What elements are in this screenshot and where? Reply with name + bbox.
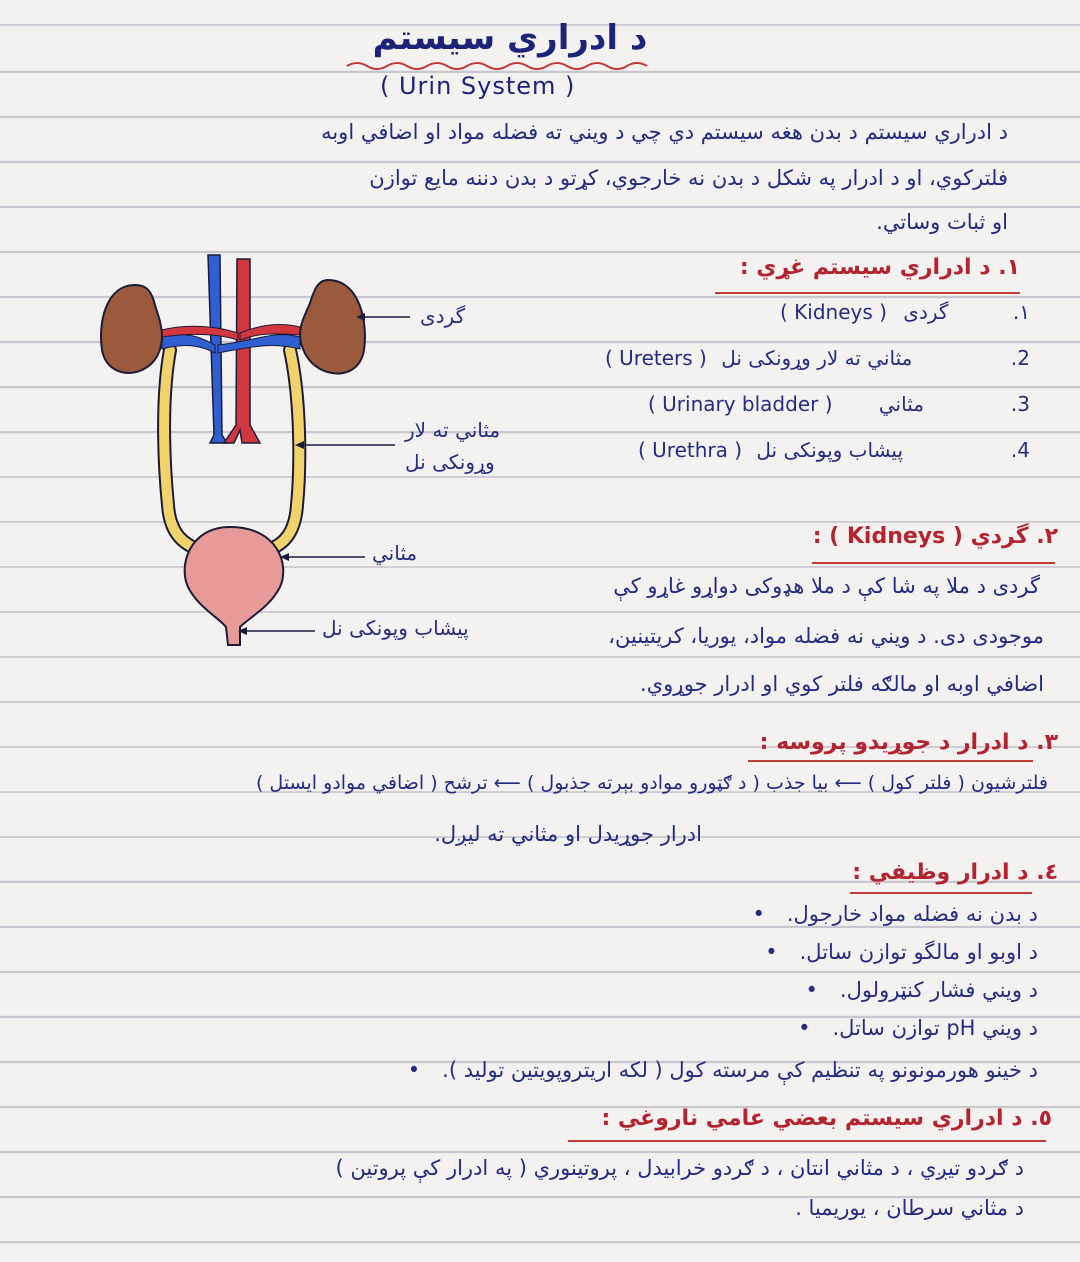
title-underline xyxy=(345,60,660,72)
section3-line-2: ادرار جوړيدل او مثاني ته ليږل. xyxy=(434,822,702,846)
section3-heading: ٣. د ادرار د جوړيدو پروسه : xyxy=(759,730,1058,755)
bullet-text: د اوبو او مالگو توازن ساتل. xyxy=(799,940,1038,964)
intro-line-3: او ثبات وساتي. xyxy=(876,210,1008,234)
diagram-label-ureter: مثاني ته لار xyxy=(405,418,501,442)
function-bullet: د بدن نه فضله مواد خارجول.• xyxy=(752,902,1038,926)
page-subtitle: ( Urin System ) xyxy=(380,72,576,100)
organ-list-item xyxy=(605,346,1030,370)
section5-heading: ٥. د ادراري سيستم بعضي عامي ناروغي : xyxy=(601,1106,1052,1131)
organ-list-item xyxy=(780,300,1030,324)
section2-underline xyxy=(812,562,1055,564)
section2-line-3: اضافي اوبه او مالګه فلتر کوي او ادرار جوړوي. xyxy=(640,672,1044,696)
organ-en: ( Urinary bladder ) xyxy=(648,392,833,416)
section5-line-1: د ګردو تيږي ، د مثاني انتان ، د ګردو خرابيدل ، پروتينوري ( په ادرار کې پروتين ) xyxy=(335,1156,1024,1180)
right-kidney-icon xyxy=(300,280,365,374)
left-kidney-icon xyxy=(101,285,162,373)
diagram-label-ureter-2: وړونکی نل xyxy=(405,450,495,474)
section4-heading: ٤. د ادرار وظيفي : xyxy=(852,860,1058,885)
organ-num: .2 xyxy=(1010,346,1030,370)
intro-line-1: د ادراري سيستم د بدن هغه سيستم دي چي د ويني ته فضله مواد او اضافي اوبه xyxy=(321,120,1008,144)
diagram-label-urethra: پيشاب وپونکی نل xyxy=(322,616,469,640)
bullet-text: د خينو هورمونونو په تنظيم کې مرسته کول ( لکه اريتروپويتين توليد ). xyxy=(442,1058,1038,1082)
organ-en: ( Urethra ) xyxy=(638,438,743,462)
section5-line-2: د مثاني سرطان ، يوريميا . xyxy=(795,1196,1024,1220)
organ-list-item xyxy=(638,438,1030,462)
function-bullet: د خينو هورمونونو په تنظيم کې مرسته کول ( لکه اريتروپويتين توليد ).• xyxy=(407,1058,1038,1082)
bladder-icon xyxy=(185,527,284,645)
organ-en: ( Ureters ) xyxy=(605,346,707,370)
section1-heading: ١. د ادراري سيستم غړي : xyxy=(739,255,1020,280)
organ-ps: پيشاب وپونکی نل xyxy=(756,438,904,462)
organ-en: ( Kidneys ) xyxy=(780,300,887,324)
organ-num: .3 xyxy=(1010,392,1030,416)
organ-ps: مثاني ته لار وړونکی نل xyxy=(721,346,913,370)
page-title: د ادراري سيستم xyxy=(372,18,648,58)
function-bullet: د ويني pH توازن ساتل.• xyxy=(798,1016,1038,1040)
section1-underline xyxy=(715,292,1020,294)
organ-num: .4 xyxy=(1010,438,1030,462)
organ-ps: گردی xyxy=(903,300,949,324)
section2-line-2: موجودی دی. د ويني نه فضله مواد، يوريا، کريتينين، xyxy=(608,624,1044,648)
section4-underline xyxy=(850,892,1032,894)
function-bullet: د ويني فشار کنټرولول.• xyxy=(805,978,1038,1002)
section3-underline xyxy=(748,760,1033,762)
organ-num: .١ xyxy=(1012,300,1030,324)
section5-underline xyxy=(568,1140,1046,1142)
diagram-label-bladder: مثاني xyxy=(372,541,418,565)
section2-line-1: گردی د ملا په شا کې د ملا هډوکی دواړو غاړو کې xyxy=(613,574,1040,598)
intro-line-2: فلترکوي، او د ادرار په شکل د بدن نه خارجوي، کړتو د بدن دننه مايع توازن xyxy=(369,166,1008,190)
diagram-label-kidney: گردی xyxy=(420,304,466,328)
bullet-text: د ويني pH توازن ساتل. xyxy=(832,1016,1038,1040)
section2-heading: ٢. گردي ( Kidneys ) : xyxy=(812,524,1058,549)
bullet-text: د ويني فشار کنټرولول. xyxy=(839,978,1038,1002)
function-bullet: د اوبو او مالگو توازن ساتل.• xyxy=(765,940,1038,964)
organ-ps: مثاني xyxy=(878,392,924,416)
section3-line-1: فلترشيون ( فلتر کول ) ⟵ بيا جذب ( د ګټورو موادو بېرته جذبول ) ⟵ ترشح ( اضافي موادو ايستل ) xyxy=(255,772,1048,794)
organ-list-item xyxy=(648,392,1030,416)
bullet-text: د بدن نه فضله مواد خارجول. xyxy=(786,902,1038,926)
